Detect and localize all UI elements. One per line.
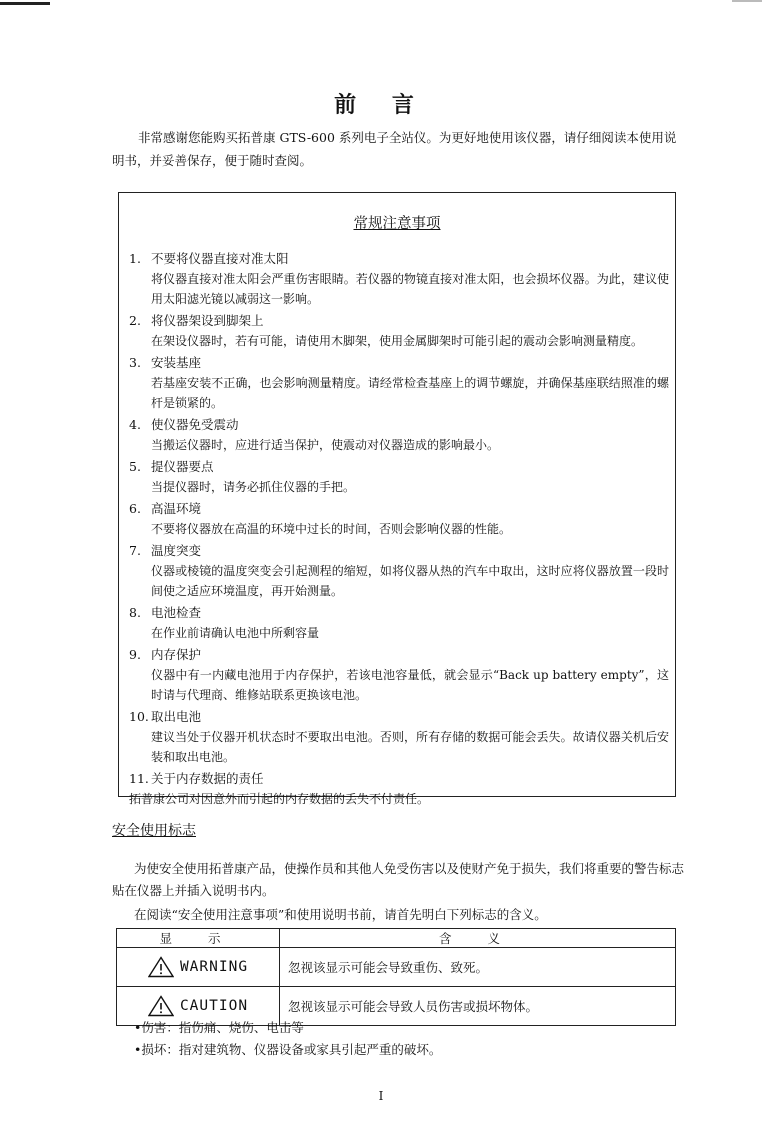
safety-sign-table <box>116 928 676 1026</box>
table-header-row <box>117 929 676 948</box>
item-body: 在架设仪器时，若有可能，请使用木脚架，使用金属脚架时可能引起的震动会影响测量精度。 <box>151 334 644 348</box>
item-body: 当提仪器时，请务必抓住仪器的手把。 <box>151 480 356 494</box>
precaution-item <box>129 603 669 643</box>
precaution-item <box>129 249 669 309</box>
item-number: 8. <box>129 605 141 620</box>
precaution-item <box>129 353 669 413</box>
item-title: 高温环境 <box>151 501 202 516</box>
precaution-item <box>129 499 669 539</box>
precaution-item <box>129 415 669 455</box>
item-title: 使仪器免受震动 <box>151 417 239 432</box>
precaution-item <box>129 707 669 767</box>
table-row <box>117 948 676 987</box>
item-body: 不要将仪器放在高温的环境中过长的时间，否则会影响仪器的性能。 <box>151 522 512 536</box>
item-title: 安装基座 <box>151 355 202 370</box>
warning-triangle-icon <box>148 956 174 978</box>
item-title: 提仪器要点 <box>151 459 214 474</box>
warning-triangle-icon <box>148 995 174 1017</box>
item-number: 2. <box>129 313 141 328</box>
list-item: •损坏：指对建筑物、仪器设备或家具引起严重的破坏。 <box>134 1042 442 1057</box>
list-item: •伤害：指伤痛、烧伤、电击等 <box>134 1020 304 1035</box>
item-number: 6. <box>129 501 141 516</box>
column-header-display: 显 示 <box>117 929 280 948</box>
sign-label: WARNING <box>179 959 249 975</box>
scan-edge-mark <box>0 2 50 5</box>
item-body: 若基座安装不正确，也会影响测量精度。请经常检查基座上的调节螺旋，并确保基座联结照准的螺杆是锁紧的。 <box>151 376 669 410</box>
item-body: 当搬运仪器时，应进行适当保护，使震动对仪器造成的影响最小。 <box>151 438 500 452</box>
item-number: 10. <box>129 709 149 724</box>
scan-edge-mark <box>732 0 762 2</box>
item-body: 仪器中有一内藏电池用于内存保护，若该电池容量低，就会显示“Back up battery empty”，这时请与代理商、维修站联系更换该电池。 <box>151 668 669 702</box>
item-title: 温度突变 <box>151 543 202 558</box>
precaution-item <box>129 769 669 809</box>
safety-paragraph: 为使安全使用拓普康产品，使操作员和其他人免受伤害以及使财产免于损失，我们将重要的警告标志贴在仪器上并插入说明书内。 <box>112 861 685 898</box>
sign-cell <box>117 948 280 987</box>
precautions-heading: 常规注意事项 <box>353 216 441 232</box>
item-title: 取出电池 <box>151 709 202 724</box>
item-title: 内存保护 <box>151 647 202 662</box>
item-body: 仪器或棱镜的温度突变会引起测程的缩短，如将仪器从热的汽车中取出，这时应将仪器放置一段时间使之适应环境温度，再开始测量。 <box>151 564 669 598</box>
item-title: 关于内存数据的责任 <box>151 771 264 786</box>
column-header-meaning: 含 义 <box>280 929 676 948</box>
item-number: 3. <box>129 355 141 370</box>
safety-paragraph-2: 在阅读“安全使用注意事项”和使用说明书前，请首先明白下列标志的含义。 <box>134 907 547 922</box>
item-body: 建议当处于仪器开机状态时不要取出电池。否则，所有存储的数据可能会丢失。故请仪器关机后安装和取出电池。 <box>151 730 669 764</box>
precaution-item <box>129 457 669 497</box>
item-number: 9. <box>129 647 141 662</box>
item-body: 拓普康公司对因意外而引起的内存数据的丢失不付责任。 <box>129 792 430 806</box>
sign-label: CAUTION <box>179 998 249 1014</box>
intro-paragraph: 非常感谢您能购买拓普康 GTS-600 系列电子全站仪。为更好地使用该仪器，请仔细阅读本使用说明书，并妥善保存，便于随时查阅。 <box>112 130 677 168</box>
definition-list <box>134 1017 441 1061</box>
item-number: 11. <box>129 771 149 786</box>
precaution-item <box>129 541 669 601</box>
meaning-cell: 忽视该显示可能会导致人员伤害或损坏物体。 <box>280 987 676 1026</box>
item-number: 4. <box>129 417 141 432</box>
safety-heading: 安全使用标志 <box>112 823 196 839</box>
item-body: 将仪器直接对准太阳会严重伤害眼睛。若仪器的物镜直接对准太阳，也会损坏仪器。为此，建议使用太阳滤光镜以减弱这一影响。 <box>151 272 669 306</box>
item-title: 不要将仪器直接对准太阳 <box>151 251 289 266</box>
precaution-item <box>129 311 669 351</box>
page-number: I <box>378 1089 384 1103</box>
general-precautions-box <box>118 192 676 806</box>
precautions-list <box>129 249 669 811</box>
meaning-cell: 忽视该显示可能会导致重伤、致死。 <box>280 948 676 987</box>
item-body: 在作业前请确认电池中所剩容量 <box>151 626 320 640</box>
item-number: 1. <box>129 251 141 266</box>
page-title: 前 言 <box>334 92 428 118</box>
item-title: 将仪器架设到脚架上 <box>151 313 264 328</box>
item-number: 5. <box>129 459 141 474</box>
item-number: 7. <box>129 543 141 558</box>
item-title: 电池检查 <box>151 605 202 620</box>
precaution-item <box>129 645 669 705</box>
